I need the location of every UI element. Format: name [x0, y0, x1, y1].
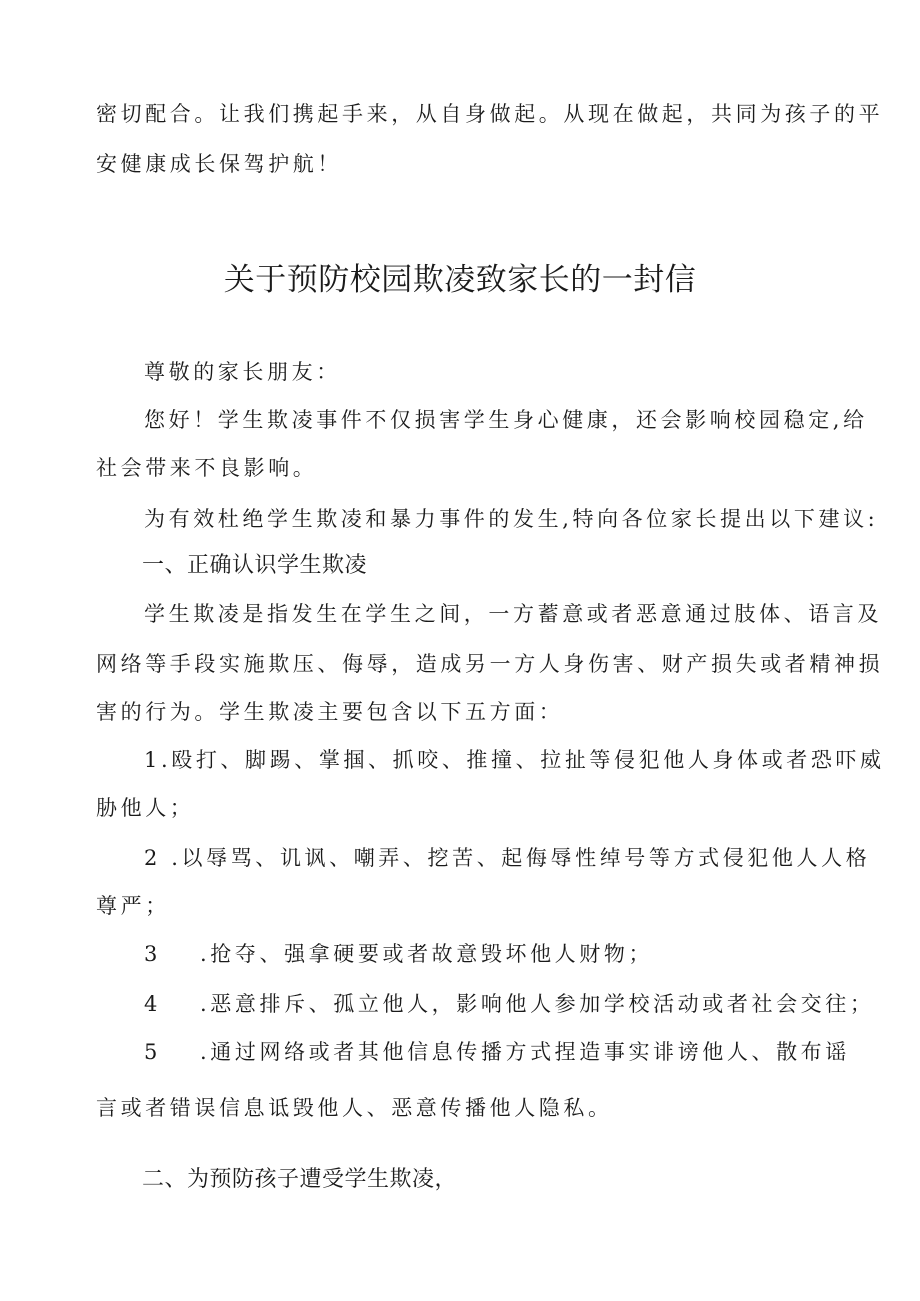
item-2-line-2: 尊严； [96, 894, 170, 918]
definition-line-1: 学生欺凌是指发生在学生之间，一方蓄意或者恶意通过肢体、语言及 [144, 602, 882, 626]
item-4-number: 4 [144, 992, 161, 1016]
intro-line-1: 密切配合。让我们携起手来，从自身做起。从现在做起，共同为孩子的平 [96, 102, 884, 126]
item-3-text: .抢夺、强拿硬要或者故意毁坏他人财物； [200, 942, 654, 966]
letter-title: 关于预防校园欺凌致家长的一封信 [223, 262, 697, 298]
item-1-line-2: 胁他人； [96, 796, 195, 820]
item-2-line-1: 2 .以辱骂、讥讽、嘲弄、挖苦、起侮辱性绰号等方式侵犯他人人格 [144, 846, 871, 870]
intro-line-2: 安健康成长保驾护航！ [96, 152, 342, 176]
item-5-line-2: 言或者错误信息诋毁他人、恶意传播他人隐私。 [96, 1096, 613, 1120]
paragraph-1-line-2: 社会带来不良影响。 [96, 456, 318, 480]
item-4-text: .恶意排斥、孤立他人，影响他人参加学校活动或者社会交往； [200, 992, 875, 1016]
item-1-line-1: 1.殴打、脚踢、掌掴、抓咬、推撞、拉扯等侵犯他人身体或者恐吓威 [144, 748, 885, 772]
definition-line-3: 害的行为。学生欺凌主要包含以下五方面： [96, 700, 564, 724]
item-5-text: .通过网络或者其他信息传播方式捏造事实诽谤他人、散布谣 [200, 1040, 850, 1064]
definition-line-2: 网络等手段实施欺压、侮辱，造成另一方人身伤害、财产损失或者精神损 [96, 652, 884, 676]
item-5-number: 5 [144, 1040, 161, 1064]
item-3-number: 3 [144, 942, 161, 966]
salutation: 尊敬的家长朋友： [144, 360, 341, 384]
section-1-heading: 一、正确认识学生欺凌 [142, 553, 368, 578]
paragraph-2: 为有效杜绝学生欺凌和暴力事件的发生,特向各位家长提出以下建议: [144, 507, 879, 531]
paragraph-1-line-1: 您好！学生欺凌事件不仅损害学生身心健康，还会影响校园稳定,给 [144, 408, 868, 432]
section-2-heading: 二、为预防孩子遭受学生欺凌， [142, 1167, 458, 1192]
